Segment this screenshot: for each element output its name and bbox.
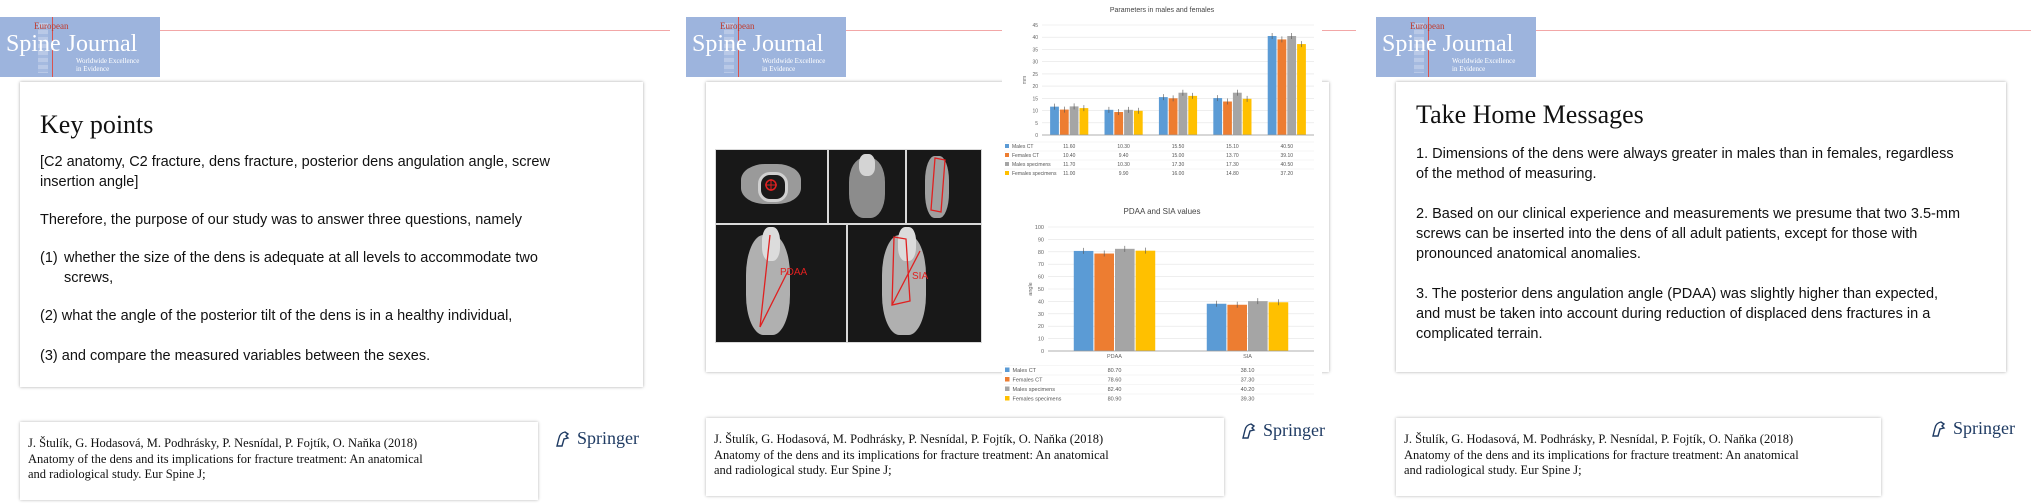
table-cell-value: 11.00 bbox=[1063, 171, 1076, 177]
message-1: 1. Dimensions of the dens were always greater in males than in females, regardless of the method of measuring. bbox=[1416, 146, 1954, 182]
ct-sagittal-pdaa-view bbox=[716, 225, 846, 342]
y-tick-label: 30 bbox=[1037, 311, 1044, 318]
citation-line-1: J. Štulík, G. Hodasová, M. Podhrásky, P. Nesnídal, P. Fojtík, O. Naňka (2018) bbox=[714, 432, 1104, 446]
legend-swatch bbox=[1005, 387, 1010, 392]
table-cell-value: 15.00 bbox=[1171, 153, 1185, 159]
chart-1-title: Parameters in males and females bbox=[1109, 7, 1215, 14]
y-tick-label: 50 bbox=[1037, 287, 1044, 293]
y-tick-label: 15 bbox=[1032, 96, 1038, 103]
ct-scan-figure bbox=[715, 149, 982, 343]
bar bbox=[1124, 110, 1133, 135]
table-cell-value: 11.60 bbox=[1063, 144, 1076, 150]
key-points-card bbox=[20, 82, 643, 387]
journal-logo bbox=[1376, 17, 1536, 77]
legend-swatch bbox=[1005, 171, 1009, 175]
bar bbox=[1079, 108, 1088, 135]
sia-label: SIA bbox=[912, 271, 929, 282]
table-cell-value: 80.70 bbox=[1107, 368, 1122, 374]
y-tick-label: 20 bbox=[1037, 324, 1044, 331]
y-tick-label: 0 bbox=[1035, 133, 1038, 139]
x-tick-label: PDAA bbox=[1107, 354, 1122, 360]
bar bbox=[1074, 251, 1094, 351]
table-cell-value: 13.70 bbox=[1226, 153, 1239, 159]
logo-prefix: European bbox=[1410, 21, 1445, 31]
bar bbox=[1114, 112, 1123, 135]
slide-take-home bbox=[1376, 0, 2031, 503]
citation-box bbox=[1396, 418, 1881, 496]
y-tick-label: 100 bbox=[1034, 225, 1044, 231]
table-cell-value: 15.10 bbox=[1226, 144, 1239, 150]
legend-swatch bbox=[1005, 153, 1009, 157]
table-cell-value: 40.20 bbox=[1240, 387, 1255, 393]
bar bbox=[1105, 110, 1114, 135]
legend-entry: Females CT bbox=[1012, 377, 1043, 384]
legend-swatch bbox=[1005, 377, 1010, 382]
logo-name: Spine Journal bbox=[1382, 31, 1514, 57]
citation-line-1: J. Štulík, G. Hodasová, M. Podhrásky, P. Nesnídal, P. Fojtík, O. Naňka (2018) bbox=[1404, 432, 1794, 446]
table-cell-value: 10.30 bbox=[1117, 162, 1130, 168]
table-cell-value: 10.30 bbox=[1117, 144, 1130, 150]
ct-sagittal-sia-view bbox=[848, 225, 981, 342]
springer-horse-icon bbox=[1929, 419, 1949, 439]
table-cell-value: 11.70 bbox=[1063, 162, 1076, 168]
bar bbox=[1297, 44, 1306, 135]
citation-line-1: J. Štulík, G. Hodasová, M. Podhrásky, P. Nesnídal, P. Fojtík, O. Naňka (2018) bbox=[28, 436, 418, 450]
bar bbox=[1060, 110, 1069, 135]
y-tick-label: 70 bbox=[1037, 262, 1044, 269]
legend-entry: Females specimens bbox=[1012, 171, 1057, 177]
bar bbox=[1134, 111, 1143, 135]
table-cell-value: 15.50 bbox=[1171, 144, 1185, 150]
table-cell-value: 39.30 bbox=[1240, 396, 1255, 403]
bar bbox=[1136, 251, 1156, 351]
header-rule bbox=[1526, 30, 2031, 31]
y-tick-label: 10 bbox=[1032, 108, 1038, 115]
table-cell-value: 17.30 bbox=[1171, 162, 1185, 168]
legend-entry: Females specimens bbox=[1012, 396, 1062, 403]
springer-logo bbox=[1929, 418, 2015, 439]
table-cell-value: 39.10 bbox=[1280, 153, 1294, 159]
springer-horse-icon bbox=[1239, 421, 1259, 441]
springer-logo bbox=[1239, 420, 1325, 441]
bar bbox=[1287, 36, 1296, 135]
journal-logo bbox=[686, 17, 846, 77]
take-home-card bbox=[1396, 82, 2006, 372]
springer-name: Springer bbox=[577, 428, 639, 448]
logo-tagline: Worldwide Excellence in Evidence bbox=[762, 57, 826, 73]
citation-box bbox=[706, 418, 1224, 496]
bar bbox=[1179, 93, 1188, 135]
table-cell-value: 38.10 bbox=[1240, 368, 1255, 374]
chart-1-svg bbox=[1002, 17, 1322, 197]
citation-box bbox=[20, 422, 538, 500]
ct-sagittal-view-small bbox=[907, 150, 981, 223]
y-tick-label: 35 bbox=[1032, 47, 1038, 54]
y-tick-label: 40 bbox=[1032, 35, 1038, 42]
slide-title: Take Home Messages bbox=[1416, 100, 1644, 129]
bar bbox=[1070, 106, 1079, 135]
bar bbox=[1213, 98, 1222, 135]
table-cell-value: 40.50 bbox=[1280, 162, 1294, 168]
legend-entry: Females CT bbox=[1012, 153, 1040, 159]
citation-line-3: and radiological study. Eur Spine J; bbox=[1404, 463, 1582, 477]
journal-logo bbox=[0, 17, 160, 77]
header-rule bbox=[150, 30, 670, 31]
logo-prefix: European bbox=[720, 21, 755, 31]
legend-entry: Males CT bbox=[1012, 144, 1034, 150]
legend-swatch bbox=[1005, 162, 1009, 166]
table-cell-value: 82.40 bbox=[1107, 387, 1122, 393]
legend-entry: Males specimens bbox=[1012, 162, 1051, 168]
table-cell-value: 9.40 bbox=[1118, 153, 1129, 159]
citation-line-3: and radiological study. Eur Spine J; bbox=[28, 467, 206, 481]
chart-2-title: PDAA and SIA values bbox=[1123, 207, 1201, 216]
logo-tagline: Worldwide Excellence in Evidence bbox=[76, 57, 140, 73]
legend-swatch bbox=[1005, 396, 1010, 401]
x-tick-label: SIA bbox=[1243, 354, 1252, 360]
pdaa-label: PDAA bbox=[780, 267, 808, 278]
ct-axial-view bbox=[716, 150, 827, 223]
y-axis-label: angle bbox=[1028, 282, 1034, 296]
bar bbox=[1207, 304, 1227, 351]
parameters-chart bbox=[1002, 5, 1322, 197]
logo-name: Spine Journal bbox=[6, 31, 138, 57]
legend-entry: Males CT bbox=[1012, 368, 1037, 374]
y-tick-label: 5 bbox=[1035, 120, 1038, 127]
table-cell-value: 37.20 bbox=[1280, 171, 1294, 177]
springer-name: Springer bbox=[1263, 420, 1325, 440]
bar bbox=[1050, 107, 1059, 135]
slide-title: Key points bbox=[40, 110, 154, 139]
table-cell-value: 37.30 bbox=[1240, 377, 1255, 384]
bar bbox=[1223, 102, 1232, 135]
table-cell-value: 14.80 bbox=[1226, 171, 1239, 177]
y-tick-label: 40 bbox=[1037, 299, 1044, 306]
y-tick-label: 10 bbox=[1037, 336, 1044, 343]
y-tick-label: 30 bbox=[1032, 59, 1038, 66]
bar bbox=[1268, 36, 1277, 135]
y-tick-label: 80 bbox=[1037, 249, 1044, 256]
message-3: 3. The posterior dens angulation angle (PDAA) was slightly higher than expected, and must be taken into account during reduction of displaced dens fractures in a complicated terrain. bbox=[1416, 286, 1939, 342]
message-2: 2. Based on our clinical experience and measurements we presume that two 3.5-mm screws can be inserted into the dens of all adult patients, except for those with pronounced anatomical anomalies. bbox=[1416, 206, 1961, 262]
legend-swatch bbox=[1005, 368, 1010, 373]
citation-line-3: and radiological study. Eur Spine J; bbox=[714, 463, 892, 477]
y-tick-label: 60 bbox=[1037, 274, 1044, 281]
pdaa-sia-chart bbox=[1002, 205, 1322, 413]
y-tick-label: 25 bbox=[1032, 71, 1038, 78]
logo-name: Spine Journal bbox=[692, 31, 824, 57]
slide-figures bbox=[686, 0, 1356, 503]
y-tick-label: 0 bbox=[1040, 349, 1044, 355]
legend-swatch bbox=[1005, 144, 1009, 148]
y-tick-label: 45 bbox=[1032, 23, 1038, 29]
bar bbox=[1115, 249, 1135, 351]
purpose-intro: Therefore, the purpose of our study was to answer three questions, namely bbox=[40, 212, 522, 228]
bar bbox=[1278, 39, 1287, 135]
citation-line-2: Anatomy of the dens and its implications for fracture treatment: An anatomical bbox=[1404, 447, 1799, 462]
question-1-number: (1) bbox=[40, 250, 58, 266]
bar bbox=[1248, 301, 1268, 351]
keywords: [C2 anatomy, C2 fracture, dens fracture, posterior dens angulation angle, screw insertion angle] bbox=[40, 154, 550, 190]
y-tick-label: 90 bbox=[1037, 237, 1044, 244]
chart-2-svg bbox=[1002, 217, 1322, 413]
question-2: (2) what the angle of the posterior tilt of the dens is in a healthy individual, bbox=[40, 308, 513, 324]
logo-prefix: European bbox=[34, 21, 69, 31]
question-1 bbox=[40, 248, 623, 288]
ct-coronal-view bbox=[829, 150, 905, 223]
table-cell-value: 9.90 bbox=[1118, 171, 1129, 177]
question-3: (3) and compare the measured variables between the sexes. bbox=[40, 348, 431, 364]
table-cell-value: 10.40 bbox=[1062, 153, 1076, 159]
bar bbox=[1169, 98, 1178, 135]
springer-horse-icon bbox=[553, 429, 573, 449]
y-axis-label: mm bbox=[1022, 75, 1028, 85]
slide-key-points bbox=[0, 0, 670, 503]
citation-line-2: Anatomy of the dens and its implications for fracture treatment: An anatomical bbox=[714, 447, 1109, 462]
legend-entry: Males specimens bbox=[1012, 387, 1055, 393]
table-cell-value: 17.30 bbox=[1226, 162, 1239, 168]
springer-name: Springer bbox=[1953, 418, 2015, 438]
bar bbox=[1094, 254, 1114, 351]
table-cell-value: 16.00 bbox=[1171, 171, 1185, 177]
table-cell-value: 78.60 bbox=[1107, 377, 1122, 384]
bar bbox=[1233, 93, 1242, 135]
table-cell-value: 40.50 bbox=[1280, 144, 1294, 150]
table-cell-value: 80.90 bbox=[1107, 396, 1122, 403]
logo-tagline: Worldwide Excellence in Evidence bbox=[1452, 57, 1516, 73]
question-1-text: whether the size of the dens is adequate at all levels to accommodate two screws, bbox=[64, 250, 538, 286]
bar bbox=[1227, 305, 1247, 351]
y-tick-label: 20 bbox=[1032, 84, 1038, 91]
springer-logo bbox=[553, 428, 639, 449]
bar bbox=[1159, 97, 1168, 135]
citation-line-2: Anatomy of the dens and its implications for fracture treatment: An anatomical bbox=[28, 451, 423, 466]
bar bbox=[1188, 96, 1197, 135]
bar bbox=[1243, 99, 1252, 135]
bar bbox=[1269, 302, 1289, 351]
